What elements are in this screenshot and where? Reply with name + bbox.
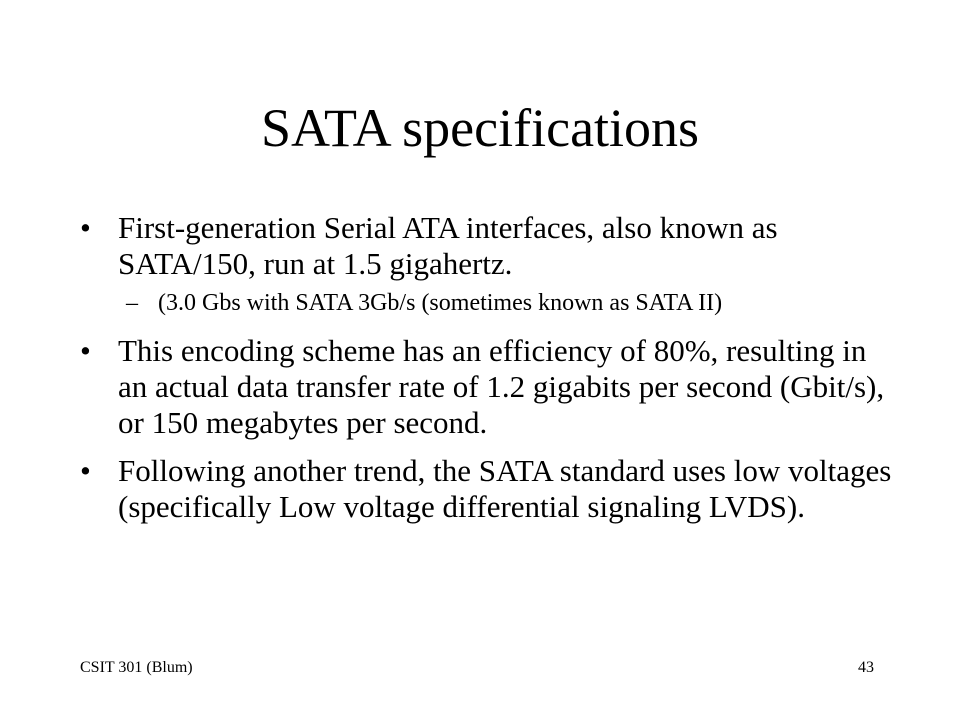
sub-bullet-item-1 — [80, 290, 900, 317]
bullet-text: First-generation Serial ATA interfaces, also known as SATA/150, run at 1.5 gigahertz. — [118, 210, 778, 281]
footer-course-label: CSIT 301 (Blum) — [80, 659, 193, 676]
dash-marker: – — [126, 290, 138, 316]
bullet-item-2 — [80, 333, 900, 441]
page-number: 43 — [858, 659, 874, 676]
bullet-item-3 — [80, 453, 900, 525]
bullet-text: Following another trend, the SATA standard uses low voltages (specifically Low voltage differential signaling LVDS). — [118, 453, 892, 524]
bullet-item-1 — [80, 210, 900, 282]
sub-bullet-text: (3.0 Gbs with SATA 3Gb/s (sometimes known as SATA II) — [158, 290, 723, 316]
bullet-marker: • — [80, 210, 91, 245]
bullet-marker: • — [80, 453, 91, 488]
bullet-list — [80, 210, 900, 537]
bullet-text: This encoding scheme has an efficiency of 80%, resulting in an actual data transfer rate of 1.2 gigabits per second (Gbit/s), or 150 megabytes per second. — [118, 333, 885, 440]
slide-title: SATA specifications — [260, 98, 700, 158]
bullet-marker: • — [80, 333, 91, 368]
